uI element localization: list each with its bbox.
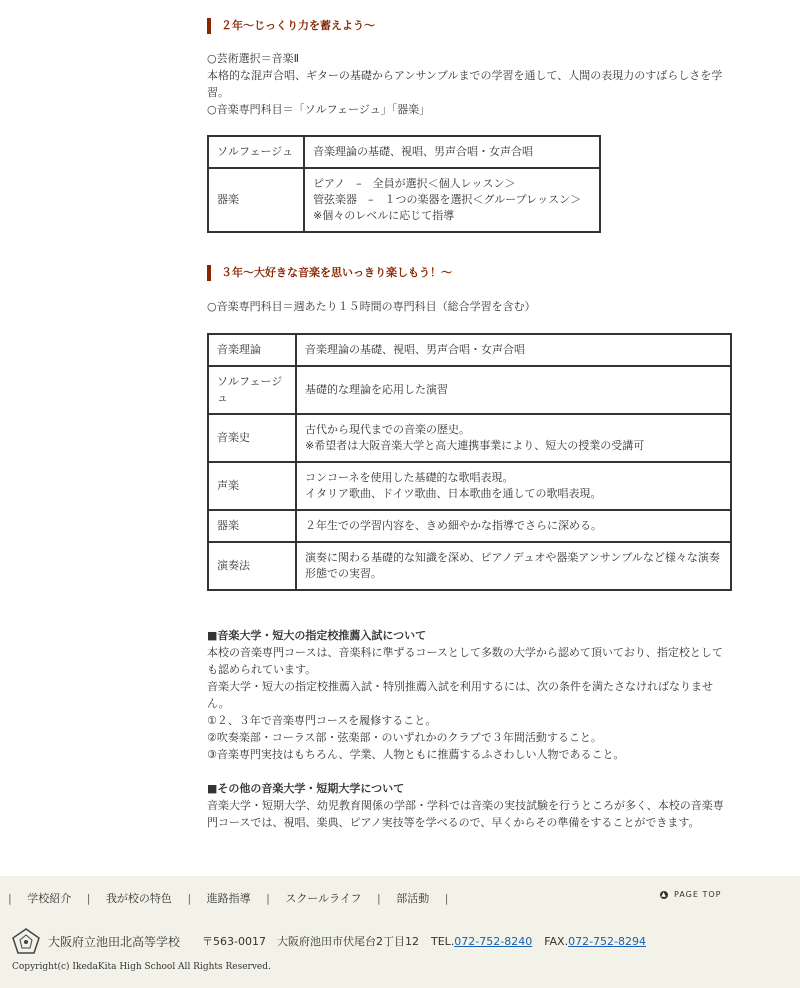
year2-art-selection: ○芸術選択＝音楽Ⅱ bbox=[207, 52, 300, 65]
subject-cell: 音楽理論 bbox=[208, 334, 296, 366]
page-top-button[interactable] bbox=[660, 890, 721, 899]
footer-nav: | 学校紹介 | 我が校の特色 | 進路指導 | スクールライフ | 部活動 | bbox=[8, 892, 449, 905]
table-row bbox=[208, 414, 731, 462]
table-row bbox=[208, 366, 731, 414]
footer-info bbox=[12, 928, 646, 954]
page-top-label: PAGE TOP bbox=[674, 890, 722, 899]
description-cell: 音楽理論の基礎、視唱、男声合唱・女声合唱 bbox=[304, 136, 600, 168]
year2-heading: ２年～じっくり力を蓄えよう～ bbox=[207, 18, 375, 34]
subject-cell: 声楽 bbox=[208, 462, 296, 510]
description-cell: 演奏に関わる基礎的な知識を深め、ピアノデュオや器楽アンサンブルなど様々な演奏形態での実習。 bbox=[296, 542, 731, 590]
arrow-up-icon: ▲ bbox=[661, 890, 667, 898]
footer bbox=[0, 876, 800, 988]
year2-description: 本格的な混声合唱、ギターの基礎からアンサンブルまでの学習を通して、人間の表現力のすばらしさを学習。 bbox=[207, 69, 723, 99]
year3-heading: ３年～大好きな音楽を思いっきり楽しもう！～ bbox=[207, 265, 452, 281]
tel-label: TEL. bbox=[430, 934, 455, 948]
copyright: Copyright(c) IkedaKita High School All Rights Reserved. bbox=[12, 962, 271, 972]
recommend-text-1: 本校の音楽専門コースは、音楽科に準ずるコースとして多数の大学から認めて頂いており、指定校としても認められています。 bbox=[207, 646, 723, 676]
subject-cell: 器楽 bbox=[208, 168, 304, 232]
address: 〒563-0017 大阪府池田市伏尾台2丁目12 bbox=[202, 935, 419, 948]
fax-link[interactable]: 072-752-8294 bbox=[568, 934, 647, 948]
recommend-condition-3: ③音楽専門実技はもちろん、学業、人物ともに推薦するふさわしい人物であること。 bbox=[207, 748, 625, 761]
year2-specialty-subjects: ○音楽専門科目＝「ソルフェージュ」「器楽」 bbox=[207, 103, 431, 116]
year2-table bbox=[207, 135, 601, 233]
table-row bbox=[208, 510, 731, 542]
subject-cell: 音楽史 bbox=[208, 414, 296, 462]
table-row bbox=[208, 334, 731, 366]
other-heading: ■その他の音楽大学・短期大学について bbox=[207, 782, 405, 795]
table-row bbox=[208, 462, 731, 510]
tel-link[interactable]: 072-752-8240 bbox=[454, 934, 533, 948]
subject-cell: 演奏法 bbox=[208, 542, 296, 590]
other-text: 音楽大学・短期大学、幼児教育関係の学部・学科では音楽の実技試験を行うところが多く、本校の音楽専門コースでは、視唱、楽典、ピアノ実技等を学べるので、早くからその準備をすることができます。 bbox=[207, 799, 724, 829]
recommend-text-2: 音楽大学・短大の指定校推薦入試・特別推薦入試を利用するには、次の条件を満たさなければなりません。 bbox=[207, 680, 713, 710]
description-cell: 音楽理論の基礎、視唱、男声合唱・女声合唱 bbox=[296, 334, 731, 366]
subject-cell: ソルフェージュ bbox=[208, 366, 296, 414]
footer-nav-about[interactable]: 学校紹介 bbox=[27, 892, 72, 905]
footer-nav-features[interactable]: 我が校の特色 bbox=[105, 892, 172, 905]
table-row bbox=[208, 168, 600, 232]
recommend-condition-2: ②吹奏楽部・コーラス部・弦楽部・のいずれかのクラブで３年間活動すること。 bbox=[207, 731, 602, 744]
description-cell: ピアノ – 全員が選択＜個人レッスン＞ 管弦楽器 – １つの楽器を選択＜グループレッスン＞ ※個々のレベルに応じて指導 bbox=[304, 168, 600, 232]
description-cell: 古代から現代までの音楽の歴史。 ※希望者は大阪音楽大学と高大連携事業により、短大の授業の受講可 bbox=[296, 414, 731, 462]
description-cell: ２年生での学習内容を、きめ細やかな指導でさらに深める。 bbox=[296, 510, 731, 542]
description-cell: 基礎的な理論を応用した演習 bbox=[296, 366, 731, 414]
description-cell: コンコーネを使用した基礎的な歌唱表現。 イタリア歌曲、ドイツ歌曲、日本歌曲を通しての歌唱表現。 bbox=[296, 462, 731, 510]
school-logo-icon bbox=[12, 928, 40, 954]
year3-table bbox=[207, 333, 732, 591]
recommend-condition-1: ①２、３年で音楽専門コースを履修すること。 bbox=[207, 714, 437, 727]
subject-cell: ソルフェージュ bbox=[208, 136, 304, 168]
year3-specialty-subjects: ○音楽専門科目＝週あたり１５時間の専門科目（総合学習を含む） bbox=[207, 300, 536, 313]
footer-nav-school-life[interactable]: スクールライフ bbox=[285, 892, 362, 905]
school-name: 大阪府立池田北高等学校 bbox=[48, 934, 181, 949]
footer-nav-career[interactable]: 進路指導 bbox=[206, 892, 251, 905]
subject-cell: 器楽 bbox=[208, 510, 296, 542]
footer-nav-clubs[interactable]: 部活動 bbox=[396, 892, 430, 905]
fax-label: FAX. bbox=[544, 934, 569, 948]
table-row bbox=[208, 542, 731, 590]
table-row bbox=[208, 136, 600, 168]
recommend-heading: ■音楽大学・短大の指定校推薦入試について bbox=[207, 629, 427, 642]
